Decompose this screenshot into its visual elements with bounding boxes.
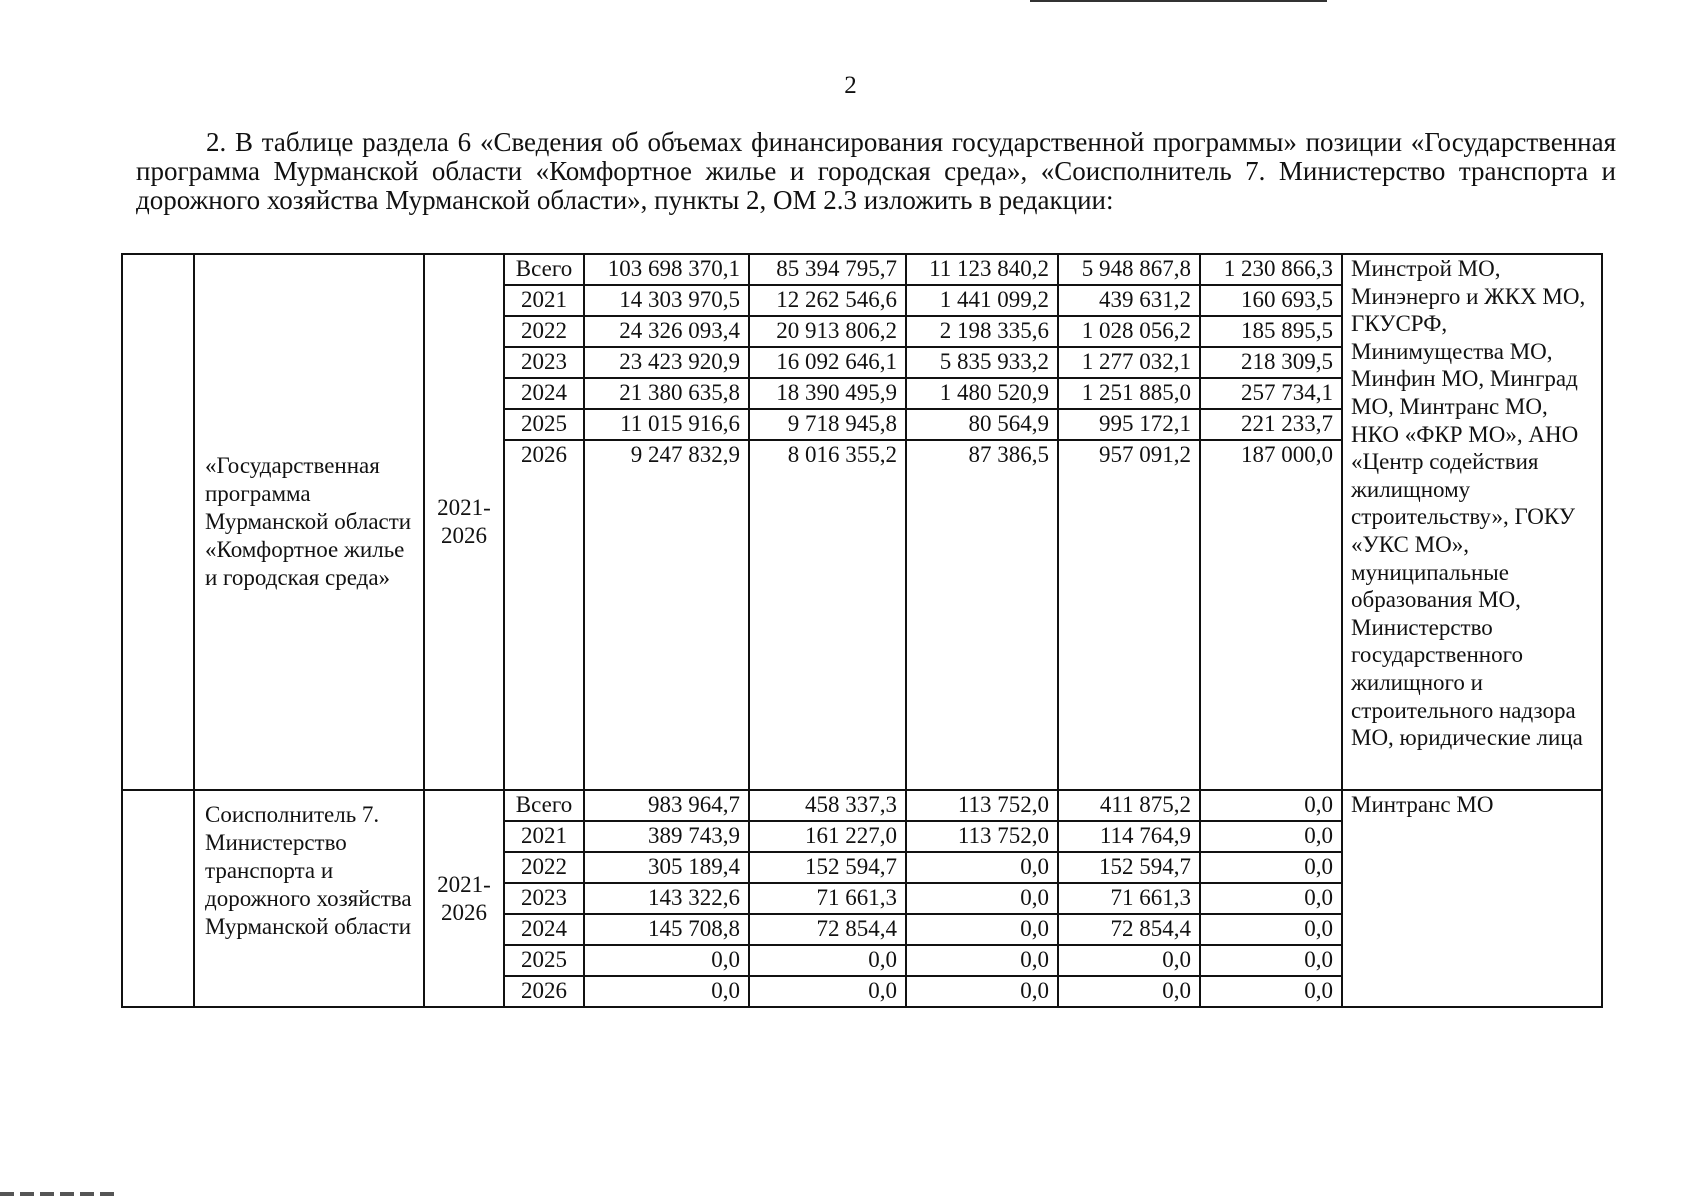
amount-cell-c4: 114 764,9 xyxy=(1058,821,1200,852)
amount-cell-c5: 187 000,0 xyxy=(1200,440,1342,790)
amount-cell-c5: 185 895,5 xyxy=(1200,316,1342,347)
amount-cell-c1: 305 189,4 xyxy=(584,852,749,883)
amount-cell-c2: 9 718 945,8 xyxy=(749,409,906,440)
amount-cell-c5: 0,0 xyxy=(1200,821,1342,852)
amount-cell-c2: 0,0 xyxy=(749,945,906,976)
program-name-cell: «Государственная программа Мурманской области «Комфортное жилье и городская среда» xyxy=(194,254,424,790)
amount-cell-c5: 218 309,5 xyxy=(1200,347,1342,378)
amount-cell-c2: 20 913 806,2 xyxy=(749,316,906,347)
amount-cell-c4: 411 875,2 xyxy=(1058,790,1200,821)
executors-cell: Минтранс МО xyxy=(1342,790,1602,1007)
amount-cell-c1: 143 322,6 xyxy=(584,883,749,914)
amount-cell-c1: 983 964,7 xyxy=(584,790,749,821)
amount-cell-c3: 87 386,5 xyxy=(906,440,1058,790)
amount-cell-c4: 71 661,3 xyxy=(1058,883,1200,914)
scan-edge-marks xyxy=(0,1192,120,1196)
amount-cell-c3: 1 480 520,9 xyxy=(906,378,1058,409)
amount-cell-c5: 0,0 xyxy=(1200,976,1342,1007)
period-cell: 2021-2026 xyxy=(424,790,504,1007)
year-cell: 2024 xyxy=(504,378,584,409)
year-cell: 2023 xyxy=(504,347,584,378)
financing-table-body xyxy=(122,254,1602,1007)
amount-cell-c2: 161 227,0 xyxy=(749,821,906,852)
amount-cell-c3: 113 752,0 xyxy=(906,790,1058,821)
amount-cell-c5: 0,0 xyxy=(1200,883,1342,914)
amount-cell-c3: 0,0 xyxy=(906,852,1058,883)
amount-cell-c3: 0,0 xyxy=(906,883,1058,914)
table-row xyxy=(122,254,1602,285)
year-cell: 2022 xyxy=(504,852,584,883)
amount-cell-c4: 152 594,7 xyxy=(1058,852,1200,883)
period-cell: 2021-2026 xyxy=(424,254,504,790)
amount-cell-c4: 0,0 xyxy=(1058,945,1200,976)
intro-paragraph: 2. В таблице раздела 6 «Сведения об объемах финансирования государственной программы» позиции «Государственная программа Мурманской области «Комфортное жилье и городская среда», «Соисполнитель 7. Министерство транспорта и дорожного хозяйства Мурманской области», пункты 2, ОМ 2.3 изложить в редакции: xyxy=(136,127,1616,215)
year-cell: 2025 xyxy=(504,945,584,976)
amount-cell-c1: 389 743,9 xyxy=(584,821,749,852)
year-cell: 2026 xyxy=(504,440,584,790)
amount-cell-c4: 0,0 xyxy=(1058,976,1200,1007)
amount-cell-c2: 18 390 495,9 xyxy=(749,378,906,409)
year-cell: 2022 xyxy=(504,316,584,347)
amount-cell-c1: 145 708,8 xyxy=(584,914,749,945)
amount-cell-c3: 11 123 840,2 xyxy=(906,254,1058,285)
amount-cell-c1: 24 326 093,4 xyxy=(584,316,749,347)
amount-cell-c4: 1 251 885,0 xyxy=(1058,378,1200,409)
amount-cell-c2: 0,0 xyxy=(749,976,906,1007)
year-cell: Всего xyxy=(504,790,584,821)
top-rule xyxy=(1030,0,1327,2)
amount-cell-c5: 0,0 xyxy=(1200,852,1342,883)
year-cell: 2021 xyxy=(504,821,584,852)
amount-cell-c1: 21 380 635,8 xyxy=(584,378,749,409)
row-number-cell xyxy=(122,254,194,790)
table-row xyxy=(122,790,1602,821)
amount-cell-c2: 152 594,7 xyxy=(749,852,906,883)
amount-cell-c3: 0,0 xyxy=(906,945,1058,976)
amount-cell-c4: 5 948 867,8 xyxy=(1058,254,1200,285)
amount-cell-c1: 0,0 xyxy=(584,976,749,1007)
amount-cell-c3: 0,0 xyxy=(906,976,1058,1007)
amount-cell-c5: 0,0 xyxy=(1200,914,1342,945)
amount-cell-c5: 257 734,1 xyxy=(1200,378,1342,409)
amount-cell-c1: 14 303 970,5 xyxy=(584,285,749,316)
page-number: 2 xyxy=(844,72,857,99)
year-cell: 2024 xyxy=(504,914,584,945)
amount-cell-c3: 2 198 335,6 xyxy=(906,316,1058,347)
financing-table xyxy=(121,253,1603,1008)
amount-cell-c5: 160 693,5 xyxy=(1200,285,1342,316)
amount-cell-c4: 72 854,4 xyxy=(1058,914,1200,945)
executors-cell: Минстрой МО, Минэнерго и ЖКХ МО, ГКУСРФ, Минимущества МО, Минфин МО, Минград МО, Минтранс МО, НКО «ФКР МО», АНО «Центр содействия жилищному строительству», ГОКУ «УКС МО», муниципальные образования МО, Министерство государственного жилищного и строительного надзора МО, юридические лица xyxy=(1342,254,1602,790)
amount-cell-c1: 23 423 920,9 xyxy=(584,347,749,378)
amount-cell-c3: 1 441 099,2 xyxy=(906,285,1058,316)
amount-cell-c3: 80 564,9 xyxy=(906,409,1058,440)
amount-cell-c4: 957 091,2 xyxy=(1058,440,1200,790)
amount-cell-c5: 221 233,7 xyxy=(1200,409,1342,440)
amount-cell-c4: 1 277 032,1 xyxy=(1058,347,1200,378)
amount-cell-c2: 8 016 355,2 xyxy=(749,440,906,790)
amount-cell-c4: 1 028 056,2 xyxy=(1058,316,1200,347)
amount-cell-c2: 85 394 795,7 xyxy=(749,254,906,285)
amount-cell-c4: 439 631,2 xyxy=(1058,285,1200,316)
year-cell: 2026 xyxy=(504,976,584,1007)
amount-cell-c2: 71 661,3 xyxy=(749,883,906,914)
program-name-cell: Соисполнитель 7. Министерство транспорта и дорожного хозяйства Мурманской области xyxy=(194,790,424,1007)
amount-cell-c5: 0,0 xyxy=(1200,945,1342,976)
row-number-cell xyxy=(122,790,194,1007)
amount-cell-c3: 0,0 xyxy=(906,914,1058,945)
year-cell: 2023 xyxy=(504,883,584,914)
year-cell: 2025 xyxy=(504,409,584,440)
year-cell: Всего xyxy=(504,254,584,285)
amount-cell-c1: 0,0 xyxy=(584,945,749,976)
amount-cell-c5: 1 230 866,3 xyxy=(1200,254,1342,285)
amount-cell-c5: 0,0 xyxy=(1200,790,1342,821)
amount-cell-c1: 11 015 916,6 xyxy=(584,409,749,440)
amount-cell-c2: 12 262 546,6 xyxy=(749,285,906,316)
amount-cell-c3: 113 752,0 xyxy=(906,821,1058,852)
year-cell: 2021 xyxy=(504,285,584,316)
amount-cell-c1: 103 698 370,1 xyxy=(584,254,749,285)
amount-cell-c1: 9 247 832,9 xyxy=(584,440,749,790)
amount-cell-c3: 5 835 933,2 xyxy=(906,347,1058,378)
amount-cell-c2: 72 854,4 xyxy=(749,914,906,945)
amount-cell-c2: 16 092 646,1 xyxy=(749,347,906,378)
amount-cell-c2: 458 337,3 xyxy=(749,790,906,821)
amount-cell-c4: 995 172,1 xyxy=(1058,409,1200,440)
